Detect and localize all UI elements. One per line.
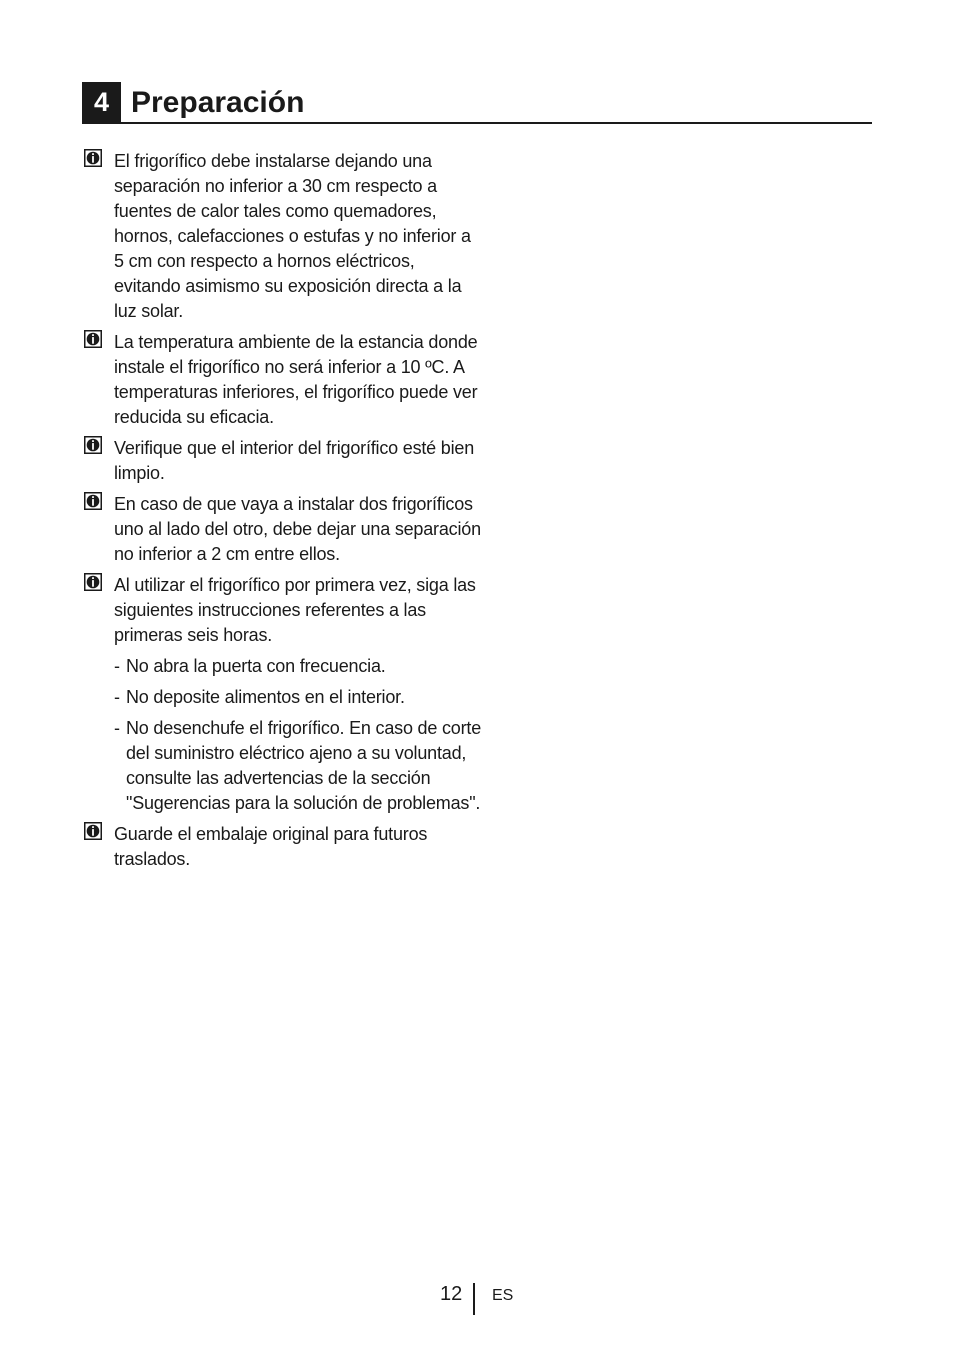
preparation-content bbox=[82, 149, 482, 878]
sub-list-item bbox=[114, 654, 482, 679]
item-text: La temperatura ambiente de la estancia donde instale el frigorífico no será inferior a 10 ºC. A temperaturas inferiores, el frigorífico puede ver reducida su eficacia. bbox=[114, 332, 478, 427]
footer-divider bbox=[473, 1283, 475, 1315]
list-item bbox=[82, 492, 482, 567]
dash-bullet: - bbox=[114, 656, 120, 676]
page-number: 12 bbox=[440, 1283, 463, 1305]
list-item bbox=[82, 330, 482, 430]
item-text: En caso de que vaya a instalar dos frigoríficos uno al lado del otro, debe dejar una separación no inferior a 2 cm entre ellos. bbox=[114, 494, 481, 564]
info-icon bbox=[84, 573, 102, 591]
item-text: Al utilizar el frigorífico por primera vez, siga las siguientes instrucciones referentes a las primeras seis horas. bbox=[114, 575, 476, 645]
sub-list-item bbox=[114, 685, 482, 710]
section-number: 4 bbox=[82, 82, 121, 122]
dash-bullet: - bbox=[114, 687, 120, 707]
info-icon bbox=[84, 330, 102, 348]
sub-item-text: No deposite alimentos en el interior. bbox=[126, 687, 405, 707]
page-footer bbox=[0, 1281, 954, 1315]
list-item bbox=[82, 822, 482, 872]
sub-item-text: No desenchufe el frigorífico. En caso de corte del suministro eléctrico ajeno a su voluntad, consulte las advertencias de la sección "Sugerencias para la solución de problemas". bbox=[126, 718, 482, 813]
list-item bbox=[82, 573, 482, 816]
item-text: Guarde el embalaje original para futuros traslados. bbox=[114, 824, 428, 869]
info-icon bbox=[84, 492, 102, 510]
info-icon bbox=[84, 822, 102, 840]
info-icon bbox=[84, 149, 102, 167]
list-item bbox=[82, 436, 482, 486]
dash-bullet: - bbox=[114, 718, 120, 738]
section-header bbox=[82, 82, 872, 124]
item-text: El frigorífico debe instalarse dejando una separación no inferior a 30 cm respecto a fuentes de calor tales como quemadores, hornos, calefacciones o estufas y no inferior a 5 cm con respecto a hornos eléctricos, evitando asimismo su exposición directa a la luz solar. bbox=[114, 151, 471, 321]
sub-item-text: No abra la puerta con frecuencia. bbox=[126, 656, 386, 676]
info-icon bbox=[84, 436, 102, 454]
sub-list-item bbox=[114, 716, 482, 816]
item-text: Verifique que el interior del frigorífico esté bien limpio. bbox=[114, 438, 475, 483]
list-item bbox=[82, 149, 482, 324]
first-use-instructions bbox=[114, 654, 482, 816]
section-title: Preparación bbox=[131, 86, 305, 119]
language-code: ES bbox=[492, 1287, 514, 1304]
